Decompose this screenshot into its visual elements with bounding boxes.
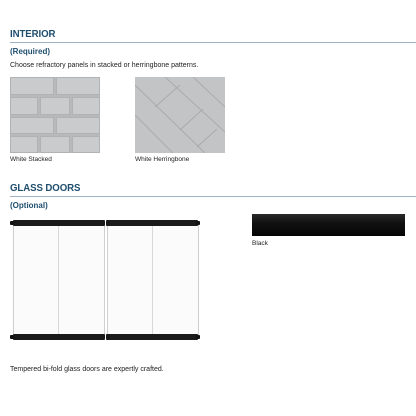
interior-description: Choose refractory panels in stacked or herringbone patterns. — [10, 62, 199, 69]
glass-doors-image — [10, 218, 202, 344]
right-door-bottom-handle — [196, 335, 200, 339]
left-door-fold-line — [58, 224, 59, 336]
right-door-bottom-frame — [106, 334, 198, 340]
left-door-top-handle — [10, 221, 14, 225]
interior-section-title: INTERIOR — [10, 28, 56, 40]
right-door-top-handle — [196, 221, 200, 225]
white-herringbone-label: White Herringbone — [135, 156, 190, 163]
black-finish-label: Black — [252, 240, 268, 247]
left-door-bottom-frame — [13, 334, 105, 340]
herringbone-pattern — [135, 77, 225, 153]
left-door-bottom-handle — [10, 335, 14, 339]
white-herringbone-swatch[interactable] — [135, 77, 225, 153]
right-door-top-frame — [106, 220, 198, 226]
interior-divider — [10, 42, 416, 43]
left-door-top-frame — [13, 220, 105, 226]
black-finish-swatch[interactable] — [252, 214, 405, 236]
glass-doors-description: Tempered bi-fold glass doors are expertly crafted. — [10, 366, 164, 373]
glass-doors-section-title: GLASS DOORS — [10, 182, 81, 194]
white-stacked-swatch[interactable] — [10, 77, 100, 153]
white-stacked-label: White Stacked — [10, 156, 52, 163]
right-door-glass — [107, 224, 199, 336]
right-door-fold-line — [152, 224, 153, 336]
glass-doors-optional-label: (Optional) — [10, 201, 48, 210]
interior-required-label: (Required) — [10, 47, 50, 56]
glass-doors-divider — [10, 196, 416, 197]
left-door-glass — [13, 224, 105, 336]
